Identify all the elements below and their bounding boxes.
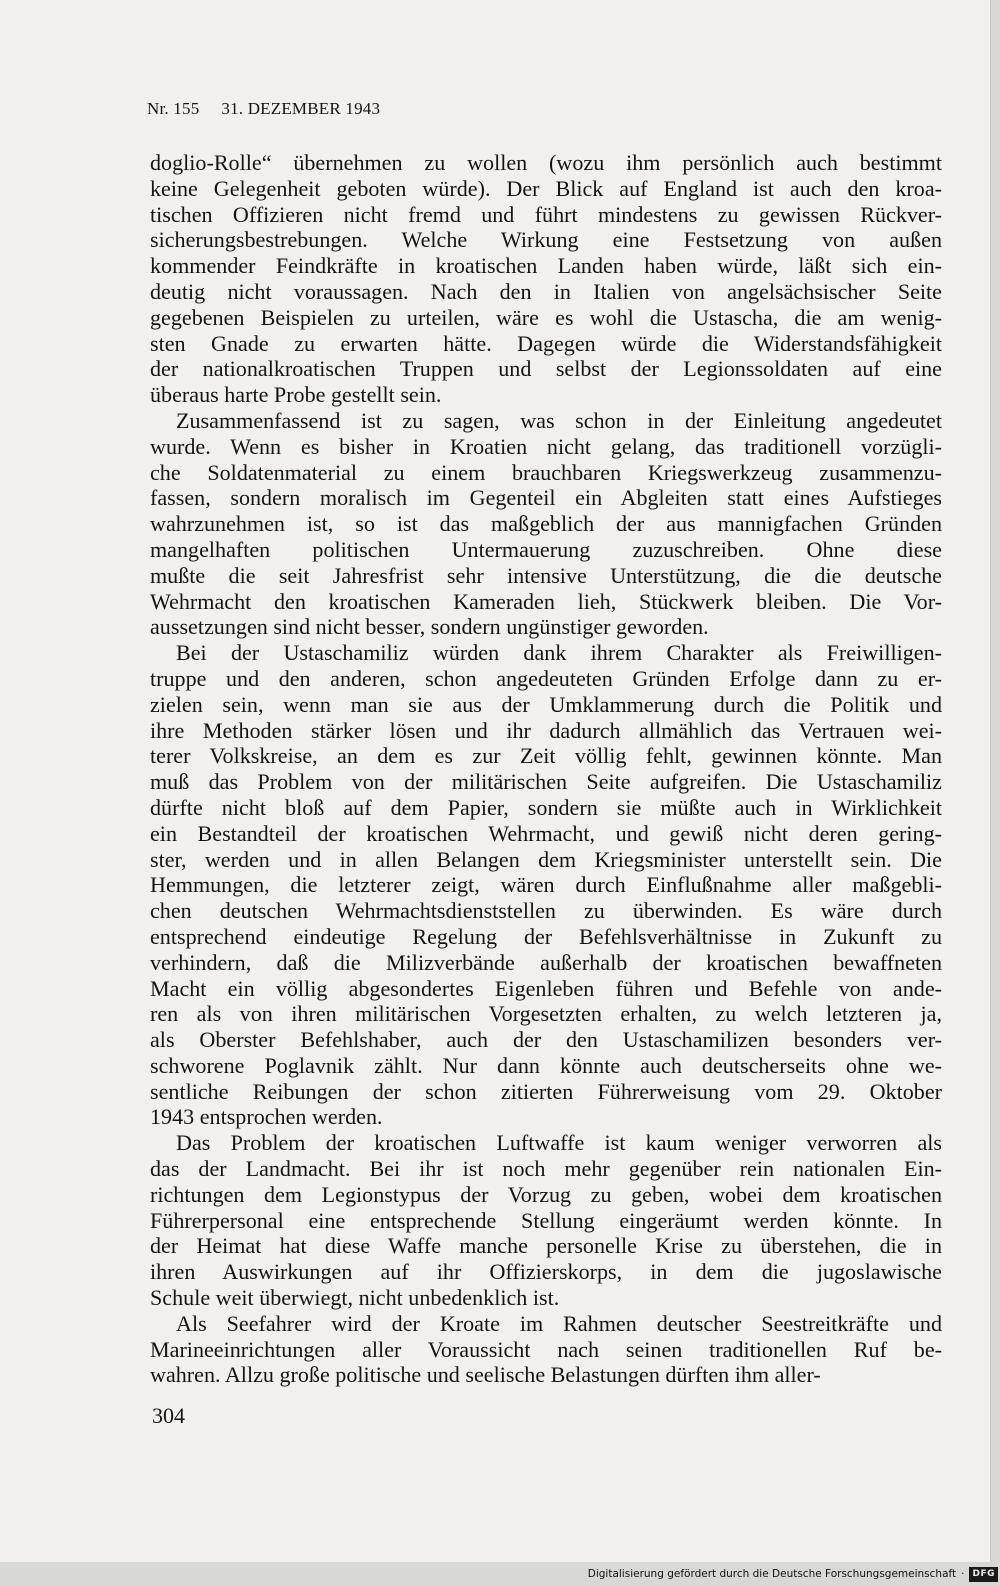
text-line: Schule weit überwiegt, nicht unbedenklich ist. <box>150 1285 560 1311</box>
text-line: ein Bestandteil der kroatischen Wehrmacht, und gewiß nicht deren gering- <box>150 820 942 846</box>
text-line: ihren Auswirkungen auf ihr Offizierskorps, in dem die jugoslawische <box>150 1259 942 1285</box>
paragraph-1 <box>150 150 942 408</box>
text-line: fassen, sondern moralisch im Gegenteil ein Abgleiten statt eines Aufstieges <box>150 485 942 511</box>
paragraph-2 <box>150 408 942 640</box>
page-number: 304 <box>152 1403 185 1428</box>
text-line: wahrzunehmen ist, so ist das maßgeblich der aus mannigfachen Gründen <box>150 511 942 537</box>
text-line: aussetzungen sind nicht besser, sondern ungünstiger geworden. <box>150 614 709 640</box>
text-line: ren als von ihren militärischen Vorgesetzten erhalten, zu welch letzteren ja, <box>150 1001 942 1027</box>
text-line: ster, werden und in allen Belangen dem Kriegsminister unterstellt sein. Die <box>150 846 942 872</box>
paragraph-5 <box>150 1311 942 1388</box>
text-line: gegebenen Beispielen zu urteilen, wäre es wohl die Ustascha, die am wenig- <box>150 304 942 330</box>
text-line: Zusammenfassend ist zu sagen, was schon in der Einleitung angedeutet <box>176 407 942 433</box>
text-line: überaus harte Probe gestellt sein. <box>150 382 442 408</box>
text-line: deutig nicht voraussagen. Nach den in Italien von angelsächsischer Seite <box>150 278 942 304</box>
text-line: Hemmungen, die letzterer zeigt, wären durch Einflußnahme aller maßgebli- <box>150 872 942 898</box>
text-line: der Heimat hat diese Waffe manche personelle Krise zu überstehen, die in <box>150 1233 942 1259</box>
text-line: mußte die seit Jahresfrist sehr intensive Unterstützung, die die deutsche <box>150 562 942 588</box>
text-line: che Soldatenmaterial zu einem brauchbaren Kriegswerkzeug zusammenzu- <box>150 459 942 485</box>
running-head <box>147 99 380 119</box>
text-line: entsprechend eindeutige Regelung der Befehlsverhältnisse in Zukunft zu <box>150 923 942 949</box>
text-line: sten Gnade zu erwarten hätte. Dagegen würde die Widerstandsfähigkeit <box>150 330 942 356</box>
text-line: Macht ein völlig abgesondertes Eigenleben führen und Befehle von ande- <box>150 975 942 1001</box>
text-line: das der Landmacht. Bei ihr ist noch mehr gegenüber rein nationalen Ein- <box>150 1156 942 1182</box>
text-line: richtungen dem Legionstypus der Vorzug zu geben, wobei dem kroatischen <box>150 1181 942 1207</box>
text-line: truppe und den anderen, schon angedeuteten Gründen Erfolge dann zu er- <box>150 665 942 691</box>
text-line: schworene Poglavnik zählt. Nur dann könnte auch deutscherseits ohne we- <box>150 1052 942 1078</box>
text-line: kommender Feindkräfte in kroatischen Landen haben würde, läßt sich ein- <box>150 253 942 279</box>
text-line: Marineeinrichtungen aller Voraussicht nach seinen traditionellen Ruf be- <box>150 1336 942 1362</box>
digitization-footer: Digitalisierung gefördert durch die Deutsche Forschungsgemeinschaft · DFG <box>588 1564 998 1584</box>
text-line: Wehrmacht den kroatischen Kameraden lieh, Stückwerk bleiben. Die Vor- <box>150 588 942 614</box>
text-line: der nationalkroatischen Truppen und selbst der Legionssoldaten auf eine <box>150 356 942 382</box>
funding-notice: Digitalisierung gefördert durch die Deutsche Forschungsgemeinschaft <box>587 1568 957 1580</box>
text-line: dürfte nicht bloß auf dem Papier, sondern sie müßte auch in Wirklichkeit <box>150 794 942 820</box>
text-line: muß das Problem von der militärischen Seite aufgreifen. Die Ustaschamiliz <box>150 769 942 795</box>
text-line: sicherungsbestrebungen. Welche Wirkung eine Festsetzung von außen <box>150 227 942 253</box>
text-line: Bei der Ustaschamiliz würden dank ihrem Charakter als Freiwilligen- <box>176 640 942 666</box>
body-text <box>150 150 942 1388</box>
text-line: doglio-Rolle“ übernehmen zu wollen (wozu ihm persönlich auch bestimmt <box>150 150 942 175</box>
text-line: tischen Offizieren nicht fremd und führt mindestens zu gewissen Rückver- <box>150 201 942 227</box>
document-number: Nr. 155 <box>147 99 200 118</box>
text-line: chen deutschen Wehrmachtsdienststellen zu überwinden. Es wäre durch <box>150 898 942 924</box>
text-line: sentliche Reibungen der schon zitierten Führerweisung vom 29. Oktober <box>150 1078 942 1104</box>
paragraph-4 <box>150 1130 942 1311</box>
text-line: Führerpersonal eine entsprechende Stellung eingeräumt werden könnte. In <box>150 1207 942 1233</box>
document-date: 31. DEZEMBER 1943 <box>221 99 381 118</box>
text-line: terer Volkskreise, an dem es zur Zeit völlig fehlt, gewinnen könnte. Man <box>150 743 942 769</box>
text-line: Als Seefahrer wird der Kroate im Rahmen deutscher Seestreitkräfte und <box>176 1310 942 1336</box>
text-line: verhindern, daß die Milizverbände außerhalb der kroatischen bewaffneten <box>150 949 942 975</box>
dfg-logo: DFG <box>969 1567 998 1582</box>
text-line: wurde. Wenn es bisher in Kroatien nicht gelang, das traditionell vorzügli- <box>150 433 942 459</box>
text-line: 1943 entsprochen werden. <box>150 1104 383 1130</box>
text-line: keine Gelegenheit geboten würde). Der Blick auf England ist auch den kroa- <box>150 175 942 201</box>
text-line: wahren. Allzu große politische und seelische Belastungen dürften ihm aller- <box>150 1362 821 1388</box>
text-line: mangelhaften politischen Untermauerung zuzuschreiben. Ohne diese <box>150 536 942 562</box>
text-line: ihre Methoden stärker lösen und ihr dadurch allmählich das Vertrauen wei- <box>150 717 942 743</box>
paragraph-3 <box>150 640 942 1130</box>
text-line: zielen sein, wenn man sie aus der Umklammerung durch die Politik und <box>150 691 942 717</box>
text-line: Das Problem der kroatischen Luftwaffe ist kaum weniger verworren als <box>176 1130 942 1156</box>
text-line: als Oberster Befehlshaber, auch der den Ustaschamilizen besonders ver- <box>150 1027 942 1053</box>
